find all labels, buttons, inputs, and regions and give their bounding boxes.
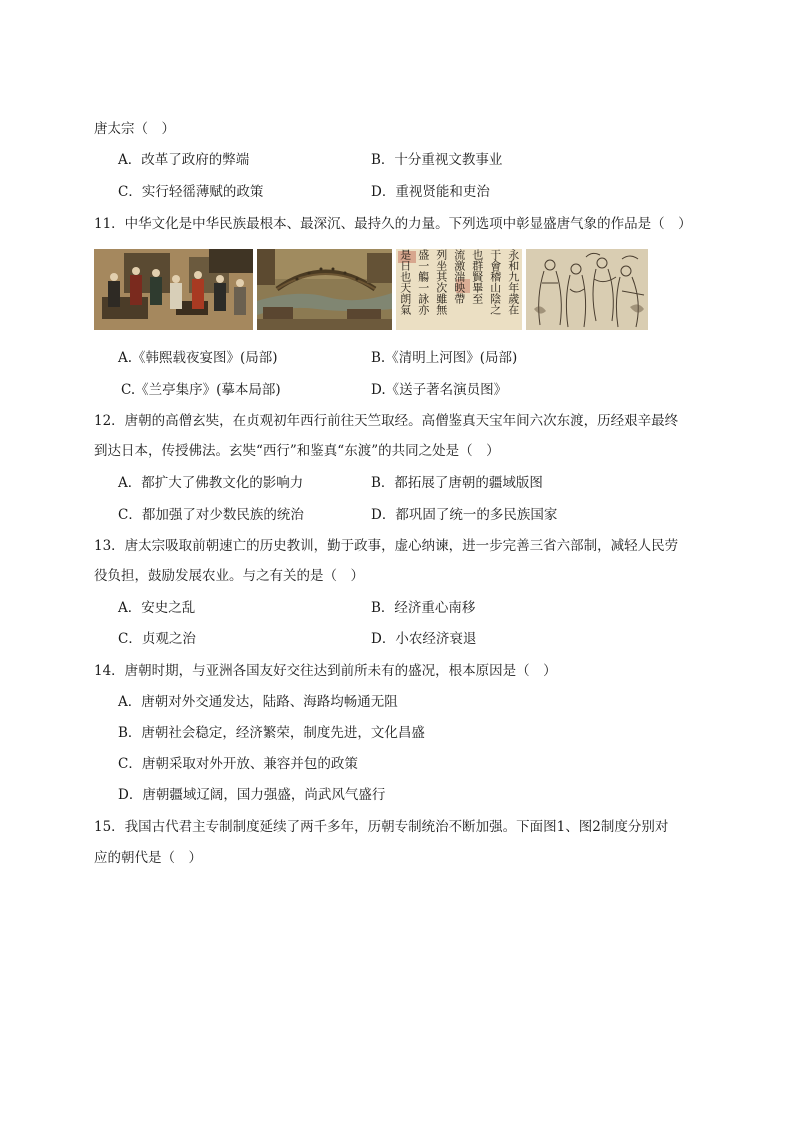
q13-option-d[interactable]: D．小农经济衰退 xyxy=(371,631,477,647)
calligraphy-column-5: 列坐其次雖無 xyxy=(434,249,448,315)
q14-option-c[interactable]: C．唐朝采取对外开放、兼容并包的政策 xyxy=(118,756,358,772)
q11-option-c[interactable]: C.《兰亭集序》(摹本局部) xyxy=(121,382,281,398)
q10-option-b[interactable]: B．十分重视文教事业 xyxy=(371,152,503,168)
banquet-painting-image xyxy=(94,249,253,330)
river-scroll-image xyxy=(257,249,392,330)
calligraphy-column-4: 流激湍映帶 xyxy=(452,249,466,304)
q11-option-b[interactable]: B.《清明上河图》(局部) xyxy=(371,350,518,366)
q13-option-a[interactable]: A．安史之乱 xyxy=(118,600,196,616)
artwork-songzi-painting[interactable] xyxy=(526,249,648,330)
q12-stem-line-1: 12．唐朝的高僧玄奘，在贞观初年西行前往天竺取经。高僧鉴真天宝年间六次东渡，历经艰辛最终 xyxy=(94,413,679,429)
calligraphy-column-3: 也群賢畢至 xyxy=(470,249,484,304)
q12-stem-line-2: 到达日本，传授佛法。玄奘“西行”和鉴真“东渡”的共同之处是（ ） xyxy=(94,443,500,459)
q10-option-d[interactable]: D．重视贤能和吏治 xyxy=(371,184,490,200)
calligraphy-column-6: 盛一觴一詠亦 xyxy=(416,249,430,315)
q10-option-c[interactable]: C．实行轻徭薄赋的政策 xyxy=(118,184,264,200)
q14-stem: 14．唐朝时期，与亚洲各国友好交往达到前所未有的盛况，根本原因是（ ） xyxy=(94,663,557,679)
q14-option-d[interactable]: D．唐朝疆域辽阔，国力强盛，尚武风气盛行 xyxy=(118,787,386,803)
q14-option-b[interactable]: B．唐朝社会稳定，经济繁荣，制度先进，文化昌盛 xyxy=(118,725,425,741)
q14-option-a[interactable]: A．唐朝对外交通发达，陆路、海路均畅通无阻 xyxy=(118,694,398,710)
calligraphy-column-1: 永和九年歲在 xyxy=(506,249,520,315)
q15-stem-line-2: 应的朝代是（ ） xyxy=(94,850,202,866)
songzi-painting-image xyxy=(526,249,648,330)
q11-artwork-strip xyxy=(94,249,648,330)
q13-option-c[interactable]: C．贞观之治 xyxy=(118,631,196,647)
q10-stem-tail: 唐太宗（ ） xyxy=(94,121,175,137)
q12-option-c[interactable]: C．都加强了对少数民族的统治 xyxy=(118,507,304,523)
artwork-han-xizai-banquet[interactable] xyxy=(94,249,253,330)
q11-option-d[interactable]: D.《送子著名演员图》 xyxy=(371,382,508,398)
q13-stem-line-2: 役负担，鼓励发展农业。与之有关的是（ ） xyxy=(94,568,364,584)
q10-option-a[interactable]: A．改革了政府的弊端 xyxy=(118,152,250,168)
artwork-qingming-river[interactable] xyxy=(257,249,392,330)
q11-option-a[interactable]: A.《韩熙载夜宴图》(局部) xyxy=(118,350,278,366)
artwork-lanting-preface[interactable] xyxy=(396,249,522,330)
q12-option-b[interactable]: B．都拓展了唐朝的疆域版图 xyxy=(371,475,543,491)
q11-stem: 11．中华文化是中华民族最根本、最深沉、最持久的力量。下列选项中彰显盛唐气象的作品是（ ） xyxy=(94,216,692,232)
q13-option-b[interactable]: B．经济重心南移 xyxy=(371,600,476,616)
q13-stem-line-1: 13．唐太宗吸取前朝速亡的历史教训，勤于政事，虚心纳谏，进一步完善三省六部制，减轻人民劳 xyxy=(94,538,679,554)
calligraphy-column-2: 于會稽山陰之 xyxy=(488,249,502,315)
q12-option-d[interactable]: D．都巩固了统一的多民族国家 xyxy=(371,507,558,523)
q15-stem-line-1: 15．我国古代君主专制制度延续了两千多年，历朝专制统治不断加强。下面图1、图2制度分别对 xyxy=(94,819,669,835)
calligraphy-column-7: 是日也天朗氣 xyxy=(398,249,412,315)
q12-option-a[interactable]: A．都扩大了佛教文化的影响力 xyxy=(118,475,304,491)
